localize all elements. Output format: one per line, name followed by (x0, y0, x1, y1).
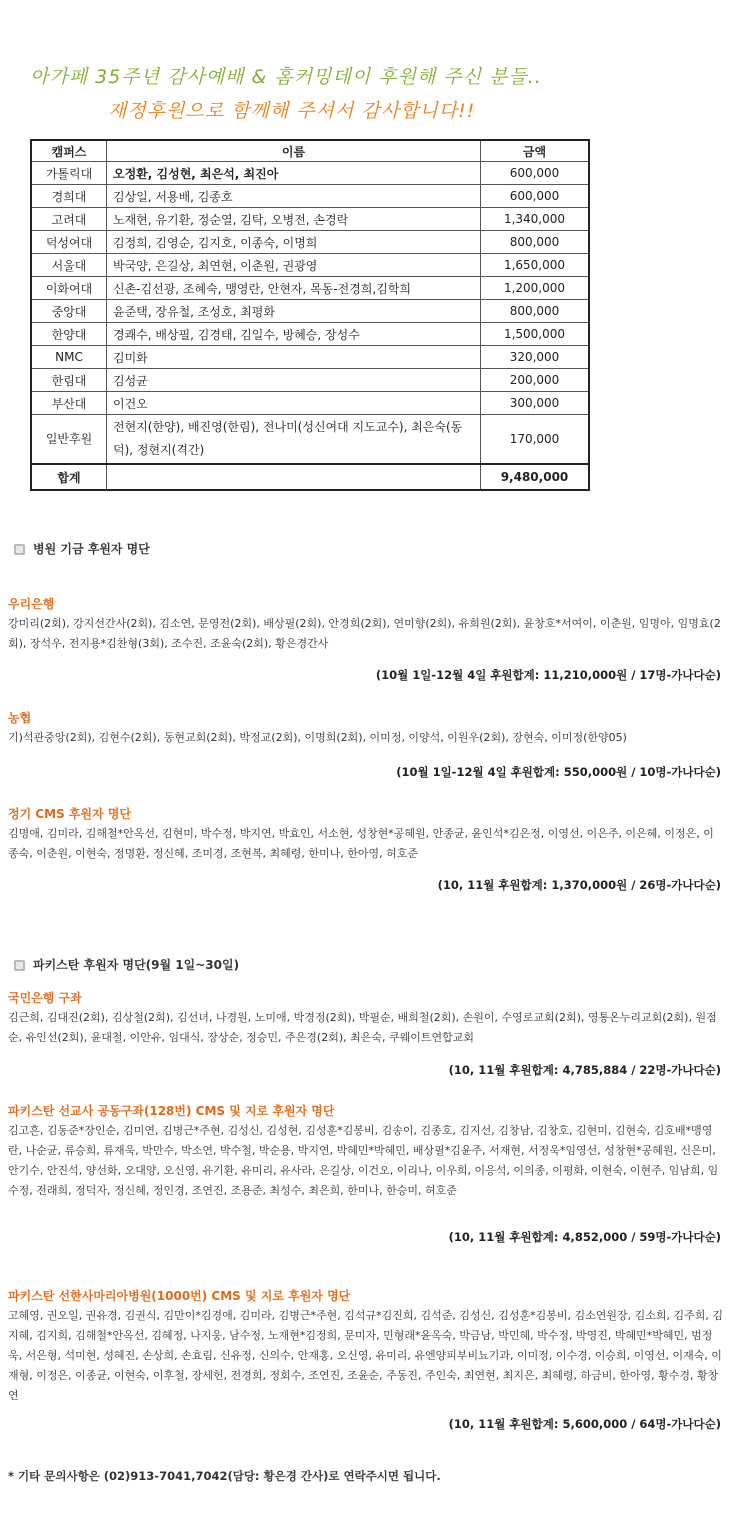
table-row (31, 208, 589, 231)
names-cell: 신촌-김선광, 조혜숙, 맹영란, 안현자, 목동-전경희,김학희 (107, 277, 481, 300)
campus-cell: 서울대 (31, 254, 107, 277)
amount-cell: 1,650,000 (481, 254, 590, 277)
names-cell: 경쾌수, 배상필, 김경태, 김일수, 방혜승, 장성수 (107, 323, 481, 346)
amount-cell: 600,000 (481, 185, 590, 208)
total-label: 합계 (31, 464, 107, 490)
hospital1000-sum: (10, 11월 후원합계: 5,600,000 / 64명-가나다순) (448, 1417, 721, 1431)
amount-cell: 1,340,000 (481, 208, 590, 231)
table-row (31, 185, 589, 208)
section-bullet-icon (14, 960, 25, 971)
names-cell: 전현지(한양), 배진영(한림), 전나미(성신여대 지도교수), 최은숙(동덕), 정현지(격간) (107, 415, 481, 465)
amount-cell: 320,000 (481, 346, 590, 369)
pakistan-heading: 파키스탄 후원자 명단(9월 1일~30일) (14, 956, 239, 973)
total-amount: 9,480,000 (481, 464, 590, 490)
campus-cell: 경희대 (31, 185, 107, 208)
nh-title: 농협 (8, 711, 32, 725)
names-cell: 박국양, 은길상, 최연현, 이춘원, 권광영 (107, 254, 481, 277)
table-row (31, 415, 589, 465)
total-empty-cell (107, 464, 481, 490)
table-row (31, 254, 589, 277)
woori-bank-block (8, 594, 723, 654)
cms-block (8, 804, 723, 864)
total-row (31, 464, 589, 490)
table-row (31, 231, 589, 254)
hospital1000-title: 파키스탄 선한사마리아병원(1000번) CMS 및 지로 후원자 명단 (8, 1289, 351, 1303)
campus-cell: 덕성여대 (31, 231, 107, 254)
campus-cell: 일반후원 (31, 415, 107, 465)
table-row (31, 277, 589, 300)
campus-cell: 한양대 (31, 323, 107, 346)
thanks-heading-line1: 아가페 35주년 감사예배 & 홈커밍데이 후원해 주신 분들.. (30, 66, 542, 88)
amount-cell: 1,500,000 (481, 323, 590, 346)
amount-cell: 600,000 (481, 162, 590, 185)
names-cell: 오정환, 김성현, 최은석, 최진아 (107, 162, 481, 185)
amount-cell: 170,000 (481, 415, 590, 465)
kb-bank-block (8, 988, 723, 1048)
campus-cell: 중앙대 (31, 300, 107, 323)
woori-names: 강미리(2회), 강지선간사(2회), 김소연, 문영전(2회), 배상필(2회), 안경희(2회), 연미향(2회), 유희원(2회), 윤창호*서여이, 이춘원, 임명아, 임명효(2회), 장석우, 전지용*김찬형(3회), 조수진, 조윤숙(2회), 황은경간사 (8, 617, 721, 650)
table-row (31, 346, 589, 369)
amount-cell: 1,200,000 (481, 277, 590, 300)
names-cell: 이건오 (107, 392, 481, 415)
campus-cell: 한림대 (31, 369, 107, 392)
cms-sum: (10, 11월 후원합계: 1,370,000원 / 26명-가나다순) (437, 878, 721, 892)
table-row (31, 323, 589, 346)
table-header-row (31, 140, 589, 162)
table-row (31, 369, 589, 392)
amount-cell: 300,000 (481, 392, 590, 415)
missionary-block (8, 1101, 723, 1201)
kb-sum: (10, 11월 후원합계: 4,785,884 / 22명-가나다순) (448, 1063, 721, 1077)
section-bullet-icon (14, 544, 25, 555)
table-row (31, 300, 589, 323)
campus-cell: 고려대 (31, 208, 107, 231)
woori-title: 우리은행 (8, 597, 55, 611)
hospital1000-names: 고혜영, 권오일, 권유경, 김권식, 김만이*김경애, 김미라, 김병근*주현, 김석규*김진희, 김석준, 김성신, 김성훈*김봉비, 김소연원장, 김소희, 김주희, 김지혜, 김지희, 김해철*안옥선, 김혜정, 나지웅, 남수정, 노재현*김정희, 문미자, 민형래*윤옥숙, 박금남, 박민혜, 박수정, 박영진, 박혜민*박혜민, 범정욱, 서은형, 석미현, 성혜진, 손상희, 손효림, 신유정, 신의수, 안재홍, 오신영, 유미리, 유엔양피부비뇨기과, 이미정, 이수경, 이승희, 이영선, 이재숙, 이재형, 이정은, 이종균, 이현숙, 이후철, 장세헌, 전경희, 정회수, 조연진, 조윤순, 주동진, 주인숙, 최연현, 최지은, 최혜령, 하금비, 한아영, 황수경, 황창연 (8, 1309, 723, 1402)
nh-bank-block (8, 708, 723, 748)
thanks-heading-line2: 재정후원으로 함께해 주셔서 감사합니다!! (108, 100, 476, 122)
names-cell: 김상일, 서용배, 김종호 (107, 185, 481, 208)
woori-sum: (10월 1일-12월 4일 후원합계: 11,210,000원 / 17명-가나다순) (375, 668, 721, 682)
col-campus-header: 캠퍼스 (31, 140, 107, 162)
col-amount-header: 금액 (481, 140, 590, 162)
kb-names: 김근희, 김대진(2회), 김상철(2회), 김선녀, 나경원, 노미애, 박경정(2회), 박필순, 배희철(2회), 손원이, 수영로교회(2회), 영통온누리교회(2회), 원점순, 유인선(2회), 윤대철, 이안유, 임대식, 장상순, 정승민, 주은경(2회), 최은숙, 쿠웨이트연합교회 (8, 1011, 717, 1044)
col-names-header: 이름 (107, 140, 481, 162)
nh-sum: (10월 1일-12월 4일 후원합계: 550,000원 / 10명-가나다순) (396, 765, 721, 779)
campus-cell: 부산대 (31, 392, 107, 415)
table-row (31, 392, 589, 415)
cms-names: 김명애, 김미라, 김해철*안옥선, 김현미, 박수정, 박지연, 박효인, 서소현, 성창현*공혜원, 안종균, 윤인석*김은정, 이영선, 이은주, 이은혜, 이정은, 이종숙, 이춘원, 이현숙, 정명환, 정신혜, 조미경, 조현복, 최혜령, 한미나, 한아영, 허호준 (8, 827, 714, 860)
hospital-fund-heading: 병원 기금 후원자 명단 (14, 540, 150, 557)
names-cell: 노재현, 유기환, 정순열, 김탁, 오병전, 손경락 (107, 208, 481, 231)
missionary-names: 김고흔, 김동준*장인순, 김미연, 김병근*주현, 김성신, 김성현, 김성훈*김봉비, 김송이, 김종호, 김지선, 김창남, 김창호, 김현미, 김현숙, 김호배*맹영란, 나순균, 류승희, 류재욱, 박만수, 박소연, 박수철, 박순용, 박지연, 박혜민*박혜민, 배상필*김윤주, 서재현, 서정욱*임영선, 성창현*공혜원, 신은미, 안기수, 안진석, 양선화, 오대양, 오신영, 유기환, 유미리, 유사라, 은길상, 이건오, 이리나, 이우희, 이응석, 이의종, 이평화, 이현숙, 이현주, 임남희, 임수정, 전래희, 정덕자, 정신혜, 정인경, 조연진, 조용준, 최성수, 최은희, 한미나, 한승미, 허호준 (8, 1124, 719, 1197)
names-cell: 김성균 (107, 369, 481, 392)
kb-title: 국민은행 구좌 (8, 991, 82, 1005)
campus-donor-table (30, 139, 590, 491)
names-cell: 김미화 (107, 346, 481, 369)
missionary-sum: (10, 11월 후원합계: 4,852,000 / 59명-가나다순) (448, 1230, 721, 1244)
campus-cell: NMC (31, 346, 107, 369)
cms-title: 정기 CMS 후원자 명단 (8, 807, 132, 821)
amount-cell: 800,000 (481, 300, 590, 323)
names-cell: 김정희, 김영순, 김지호, 이종숙, 이명희 (107, 231, 481, 254)
hospital1000-block (8, 1286, 723, 1406)
missionary-title: 파키스탄 선교사 공동구좌(128번) CMS 및 지로 후원자 명단 (8, 1104, 335, 1118)
campus-cell: 이화여대 (31, 277, 107, 300)
contact-footer: * 기타 문의사항은 (02)913-7041,7042(담당: 황은경 간사)로 연락주시면 됩니다. (8, 1469, 441, 1483)
nh-names: 기)석관중앙(2회), 김현수(2회), 동현교회(2회), 박정교(2회), 이명희(2회), 이미정, 이양석, 이원우(2회), 장현숙, 이미정(한양05) (8, 731, 627, 744)
table-row (31, 162, 589, 185)
names-cell: 윤준택, 장유철, 조성호, 최평화 (107, 300, 481, 323)
amount-cell: 800,000 (481, 231, 590, 254)
campus-cell: 가톨릭대 (31, 162, 107, 185)
amount-cell: 200,000 (481, 369, 590, 392)
